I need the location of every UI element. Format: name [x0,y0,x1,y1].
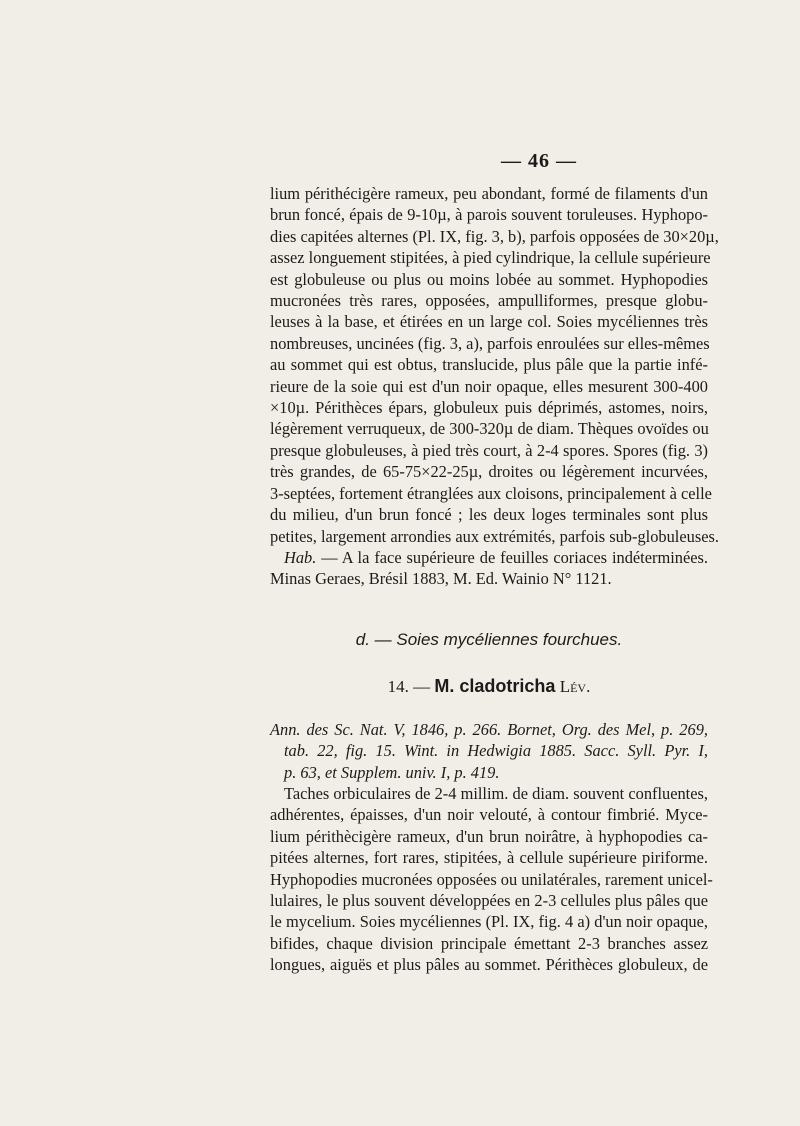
text-line: presque globuleuses, à pied très court, à 2-4 spores. Spores (fig. 3) [270,440,708,460]
text-line: Hyphopodies mucronées opposées ou unilatérales, rarement unicel- [270,869,713,889]
text-line: légèrement verruqueux, de 300-320µ de diam. Thèques ovoïdes ou [270,419,709,439]
habitat-locality: Minas Geraes, Brésil 1883, M. Ed. Wainio N° 1121. [270,569,612,589]
text-line: nombreuses, uncinées (fig. 3, a), parfois enroulées sur elles-mêmes [270,333,710,353]
text-line: brun foncé, épais de 9-10µ, à parois souvent toruleuses. Hyphopo- [270,205,708,225]
text-line: adhérentes, épaisses, d'un noir velouté, à contour fimbrié. Myce- [270,805,708,825]
species-author: Lév. [559,676,591,696]
text-line: mucronées très rares, opposées, ampulliformes, presque globu- [270,291,708,311]
habitat-text: — A la face supérieure de feuilles coriaces indéterminées. [316,547,708,567]
text-line: lium périthécigère rameux, peu abondant, formé de filaments d'un [270,184,708,203]
page-number: — 46 — [501,150,577,172]
habitat-label: Hab. [284,547,317,567]
text-line: bifides, chaque division principale émettant 2-3 branches assez [270,933,708,953]
text-line: petites, largement arrondies aux extrémités, parfois sub-globuleuses. [270,526,719,546]
species-description [270,783,713,976]
text-line: assez longuement stipitées, à pied cylindrique, la cellule supérieure [270,248,711,268]
reference-line: tab. 22, fig. 15. Wint. in Hedwigia 1885. Sacc. Syll. Pyr. I, [284,741,708,761]
reference-line: p. 63, et Supplem. univ. I, p. 419. [284,762,500,782]
section-title: d. — Soies mycéliennes fourchues. [355,629,623,649]
text-line: est globuleuse ou plus ou moins lobée au sommet. Hyphopodies [270,269,708,289]
text-line: pitées alternes, fort rares, stipitées, à cellule supérieure piriforme. [270,848,708,868]
page-content [270,150,719,976]
text-line: ×10µ. Périthèces épars, globuleux puis déprimés, astomes, noirs, [270,398,708,418]
text-line: au sommet qui est obtus, translucide, plus pâle que la partie infé- [270,355,708,375]
reference-line: Ann. des Sc. Nat. V, 1846, p. 266. Bornet, Org. des Mel, p. 269, [270,719,708,739]
text-line: le mycelium. Soies mycéliennes (Pl. IX, fig. 4 a) d'un noir opaque, [270,912,708,932]
text-line: très grandes, de 65-75×22-25µ, droites ou légèrement incurvées, [270,462,708,482]
text-line: du milieu, d'un brun foncé ; les deux loges terminales sont plus [270,505,708,525]
species-number: 14. — [387,676,435,696]
species-name: M. cladotricha [434,675,556,696]
text-line: dies capitées alternes (Pl. IX, fig. 3, b), parfois opposées de 30×20µ, [270,226,719,246]
text-line: Taches orbiculaires de 2-4 millim. de diam. souvent confluentes, [284,783,708,803]
habitat-line [270,547,708,568]
text-line: rieure de la soie qui est d'un noir opaque, elles mesurent 300-400 [270,376,708,396]
text-line: 3-septées, fortement étranglées aux cloisons, principalement à celle [270,483,712,503]
text-line: leuses à la base, et étirées en un large col. Soies mycéliennes très [270,312,708,332]
species-heading [270,676,708,697]
text-line: lium périthècigère rameux, d'un brun noirâtre, à hyphopodies ca- [270,826,708,846]
bibliographic-reference [270,719,708,783]
text-line: longues, aiguës et plus pâles au sommet. Périthèces globuleux, de [270,955,708,975]
description-paragraph-continued [270,183,719,590]
text-line: lulaires, le plus souvent développées en 2-3 cellules plus pâles que [270,890,708,910]
